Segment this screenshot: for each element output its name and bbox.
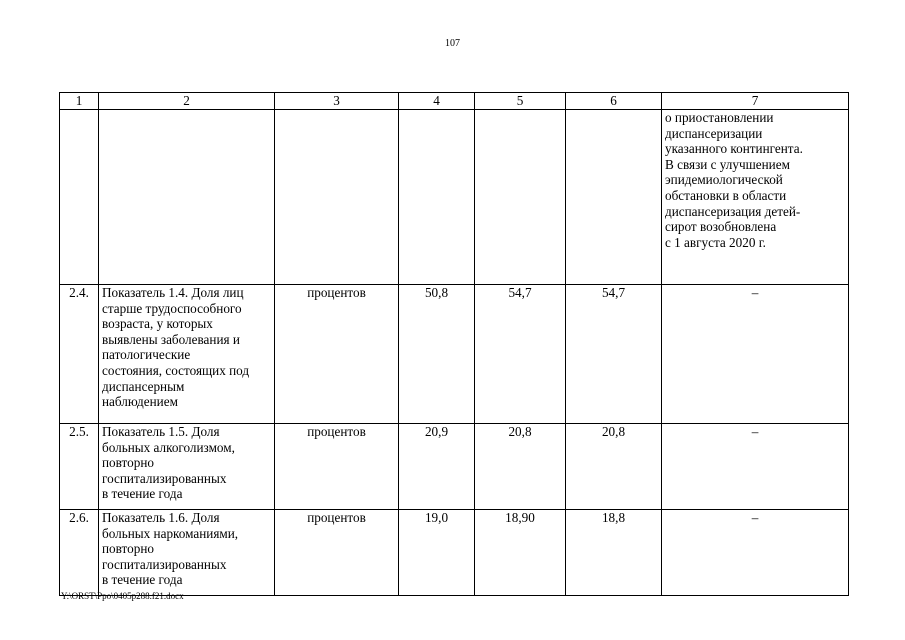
value-col6: 54,7	[566, 285, 662, 424]
continuation-note: о приостановлении диспансеризации указанного контингента. В связи с улучшением эпидемиологической обстановки в области диспансеризация детей- сирот возобновлена с 1 августа 2020 г.	[662, 110, 849, 285]
header-cell-1: 1	[60, 93, 99, 110]
table-row	[60, 285, 849, 424]
table-row	[60, 510, 849, 596]
value-col5: 54,7	[475, 285, 566, 424]
row-number: 2.6.	[60, 510, 99, 596]
table-row-continuation	[60, 110, 849, 285]
row-number: 2.5.	[60, 424, 99, 510]
value-col4: 50,8	[399, 285, 475, 424]
value-col5: 18,90	[475, 510, 566, 596]
value-col4: 20,9	[399, 424, 475, 510]
header-cell-7: 7	[662, 93, 849, 110]
value-col6: 18,8	[566, 510, 662, 596]
table-header-row	[60, 93, 849, 110]
page-number: 107	[445, 38, 460, 49]
value-col6: 20,8	[566, 424, 662, 510]
table-row	[60, 424, 849, 510]
footer-file-path: Y:\ORST\Ppo\0405p288.f21.docx	[61, 591, 184, 601]
header-cell-5: 5	[475, 93, 566, 110]
unit-cell: процентов	[275, 285, 399, 424]
unit-cell: процентов	[275, 424, 399, 510]
row-number: 2.4.	[60, 285, 99, 424]
value-col4: 19,0	[399, 510, 475, 596]
header-cell-2: 2	[99, 93, 275, 110]
header-cell-6: 6	[566, 93, 662, 110]
indicator-name: Показатель 1.5. Доля больных алкоголизмом, повторно госпитализированных в течение года	[99, 424, 275, 510]
header-cell-4: 4	[399, 93, 475, 110]
indicator-name: Показатель 1.4. Доля лиц старше трудоспособного возраста, у которых выявлены заболевания и патологические состояния, состоящих под диспансерным наблюдением	[99, 285, 275, 424]
indicators-table	[59, 92, 849, 596]
unit-cell: процентов	[275, 510, 399, 596]
header-cell-3: 3	[275, 93, 399, 110]
indicator-name: Показатель 1.6. Доля больных наркоманиями, повторно госпитализированных в течение года	[99, 510, 275, 596]
note-cell: –	[662, 424, 849, 510]
note-cell: –	[662, 285, 849, 424]
value-col5: 20,8	[475, 424, 566, 510]
note-cell: –	[662, 510, 849, 596]
